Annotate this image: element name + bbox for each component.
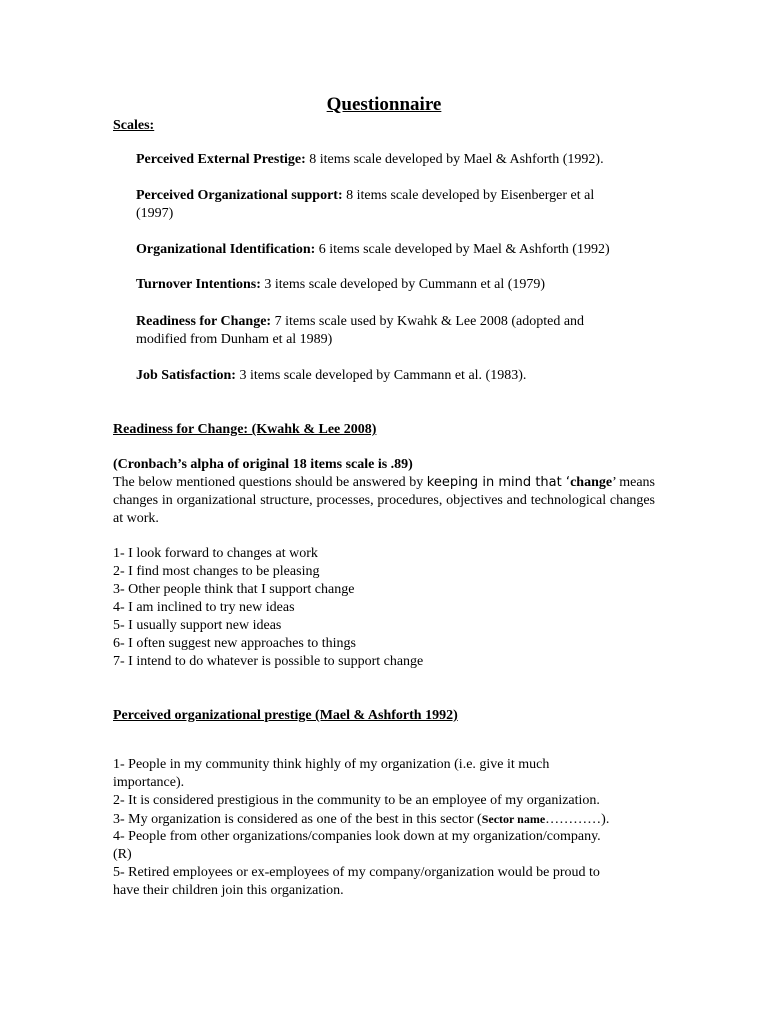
scales-heading: Scales: bbox=[113, 118, 155, 133]
scale-name: Perceived Organizational support: bbox=[136, 188, 343, 203]
list-item: 5- I usually support new ideas bbox=[113, 618, 282, 633]
list-item: 6- I often suggest new approaches to things bbox=[113, 636, 356, 651]
scale-item bbox=[136, 187, 594, 205]
list-item: 1- I look forward to changes at work bbox=[113, 546, 318, 561]
scale-item bbox=[136, 276, 545, 294]
scale-desc-cont: modified from Dunham et al 1989) bbox=[136, 332, 333, 347]
scale-name: Organizational Identification: bbox=[136, 242, 316, 257]
scale-desc: 6 items scale developed by Mael & Ashforth (1992) bbox=[315, 242, 610, 257]
list-item: 2- I find most changes to be pleasing bbox=[113, 564, 320, 579]
rfc-intro-pre: The below mentioned questions should be answered by bbox=[113, 475, 427, 490]
rfc-intro bbox=[113, 474, 655, 528]
rfc-intro-sans: keeping in mind that ‘ bbox=[426, 475, 571, 490]
rfc-intro-bold: change bbox=[570, 475, 613, 490]
scale-desc: 8 items scale developed by Eisenberger et al bbox=[342, 188, 595, 203]
pop-item-1: 1- People in my community think highly of my organization (i.e. give it much bbox=[113, 757, 550, 772]
pop-item-3-post: …………). bbox=[545, 812, 610, 827]
pop-heading: Perceived organizational prestige (Mael & Ashforth 1992) bbox=[113, 708, 458, 723]
scale-desc-cont: (1997) bbox=[136, 206, 174, 221]
scale-item bbox=[136, 241, 610, 259]
scale-desc: 8 items scale developed by Mael & Ashforth (1992). bbox=[305, 152, 604, 167]
list-item: 3- Other people think that I support change bbox=[113, 582, 355, 597]
pop-item-4: 4- People from other organizations/companies look down at my organization/company. bbox=[113, 829, 601, 844]
list-item: 7- I intend to do whatever is possible to support change bbox=[113, 654, 424, 669]
scale-name: Readiness for Change: bbox=[136, 314, 272, 329]
rfc-intro-post: ’ means changes in organizational structure, processes, procedures, objectives and technological changes at work. bbox=[113, 475, 655, 526]
pop-item-1-cont: importance). bbox=[113, 775, 185, 790]
pop-item-4-cont: (R) bbox=[113, 847, 132, 862]
pop-item-2: 2- It is considered prestigious in the community to be an employee of my organization. bbox=[113, 793, 600, 808]
scale-desc: 3 items scale developed by Cammann et al. (1983). bbox=[235, 368, 527, 383]
pop-item-5-cont: have their children join this organization. bbox=[113, 883, 344, 898]
list-item: 4- I am inclined to try new ideas bbox=[113, 600, 295, 615]
page-title: Questionnaire bbox=[326, 94, 442, 115]
scale-name: Perceived External Prestige: bbox=[136, 152, 306, 167]
sector-name-label: Sector name bbox=[481, 812, 546, 826]
rfc-items-list bbox=[113, 545, 673, 671]
scale-item bbox=[136, 367, 526, 385]
pop-item-5: 5- Retired employees or ex-employees of my company/organization would be proud to bbox=[113, 865, 600, 880]
scale-desc: 3 items scale developed by Cummann et al (1979) bbox=[260, 277, 546, 292]
scale-item bbox=[136, 151, 604, 169]
pop-item-3-pre: 3- My organization is considered as one of the best in this sector ( bbox=[113, 812, 482, 827]
scale-item bbox=[136, 313, 584, 331]
pop-item-3 bbox=[113, 810, 609, 829]
rfc-alpha: (Cronbach’s alpha of original 18 items scale is .89) bbox=[113, 457, 413, 472]
rfc-heading: Readiness for Change: (Kwahk & Lee 2008) bbox=[113, 422, 377, 437]
scale-name: Job Satisfaction: bbox=[136, 368, 236, 383]
scale-name: Turnover Intentions: bbox=[136, 277, 261, 292]
scale-desc: 7 items scale used by Kwahk & Lee 2008 (adopted and bbox=[271, 314, 585, 329]
